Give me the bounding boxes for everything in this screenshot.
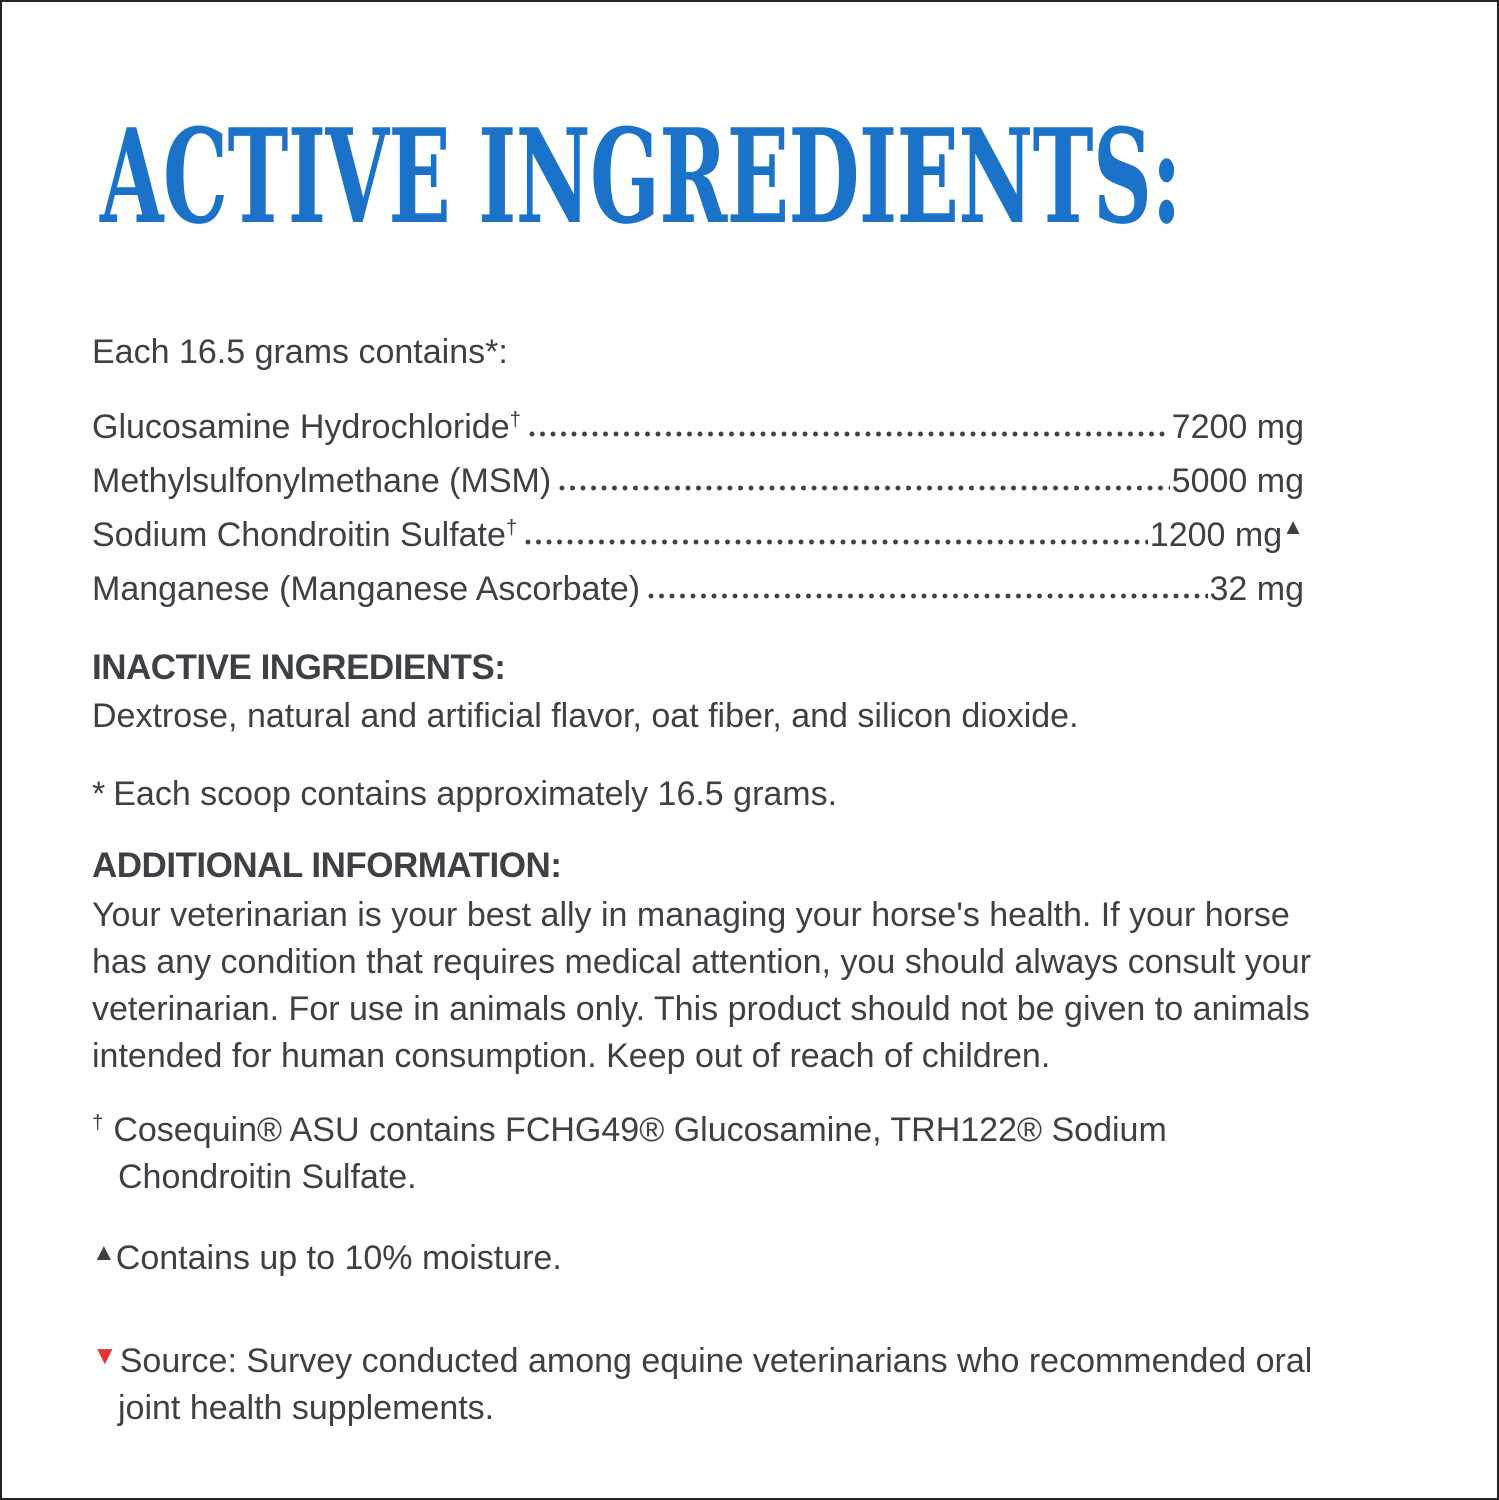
ingredient-amount-wrap	[1150, 514, 1304, 555]
inactive-ingredients-body: Dextrose, natural and artificial flavor, oat fiber, and silicon dioxide.	[92, 697, 1079, 735]
ingredient-name-wrap	[92, 408, 521, 447]
ingredient-amount: 32 mg	[1209, 570, 1304, 608]
dot-leader	[559, 483, 1170, 492]
dagger-marker: †	[505, 517, 518, 539]
triangle-up-icon: ▲	[92, 1239, 116, 1266]
dot-leader	[525, 537, 1148, 546]
ingredient-amount: 7200 mg	[1171, 408, 1304, 446]
moisture-footnote	[92, 1231, 1347, 1280]
ingredient-amount-wrap	[1172, 406, 1304, 447]
ingredient-name: Sodium Chondroitin Sulfate	[92, 516, 506, 554]
ingredient-amount: 1200 mg	[1149, 516, 1283, 554]
source-footnote-text: Source: Survey conducted among equine veterinarians who recommended oral joint health supplements.	[118, 1342, 1313, 1427]
dot-leader	[529, 429, 1170, 438]
ingredient-name: Glucosamine Hydrochloride	[92, 408, 510, 446]
ingredient-row	[92, 460, 1304, 514]
triangle-down-icon: ▼	[92, 1340, 118, 1370]
additional-information-body: Your veterinarian is your best ally in managing your horse's health. If your horse has any condition that requires medical attention, you should always consult your veterinarian. For use in animals only. This product should not be given to animals intended for human consumption. Keep out of reach of children.	[92, 896, 1312, 1075]
ingredient-name: Manganese (Manganese Ascorbate)	[92, 570, 641, 608]
dagger-footnote-text: Cosequin® ASU contains FCHG49® Glucosamine, TRH122® Sodium Chondroitin Sulfate.	[113, 1111, 1167, 1196]
inactive-ingredients-heading: INACTIVE INGREDIENTS:	[92, 648, 506, 687]
dagger-footnote	[92, 1100, 1347, 1201]
ingredient-row	[92, 514, 1304, 568]
asterisk-marker: *	[92, 775, 106, 813]
additional-information-heading: ADDITIONAL INFORMATION:	[92, 846, 562, 885]
page-title: ACTIVE INGREDIENTS:	[100, 100, 1182, 253]
ingredient-name-wrap	[92, 462, 551, 501]
dagger-marker: †	[509, 409, 521, 431]
source-footnote	[92, 1332, 1347, 1432]
moisture-footnote-text: Contains up to 10% moisture.	[115, 1239, 562, 1277]
ingredient-amount-wrap	[1210, 568, 1305, 609]
ingredient-amount-wrap	[1172, 460, 1304, 501]
triangle-up-marker: ▲	[1282, 514, 1304, 539]
ingredient-name: Methylsulfonylmethane (MSM)	[92, 462, 552, 500]
serving-intro: Each 16.5 grams contains*:	[92, 333, 508, 371]
dot-leader	[648, 591, 1207, 600]
ingredient-row	[92, 406, 1304, 460]
active-ingredients-table	[92, 406, 1304, 622]
ingredient-row	[92, 568, 1304, 622]
scoop-footnote-text: Each scoop contains approximately 16.5 grams.	[113, 775, 838, 813]
ingredient-name-wrap	[92, 516, 517, 555]
dagger-marker: †	[92, 1112, 104, 1134]
ingredient-name-wrap	[92, 570, 640, 609]
scoop-footnote	[92, 772, 1347, 816]
ingredient-amount: 5000 mg	[1171, 462, 1304, 500]
